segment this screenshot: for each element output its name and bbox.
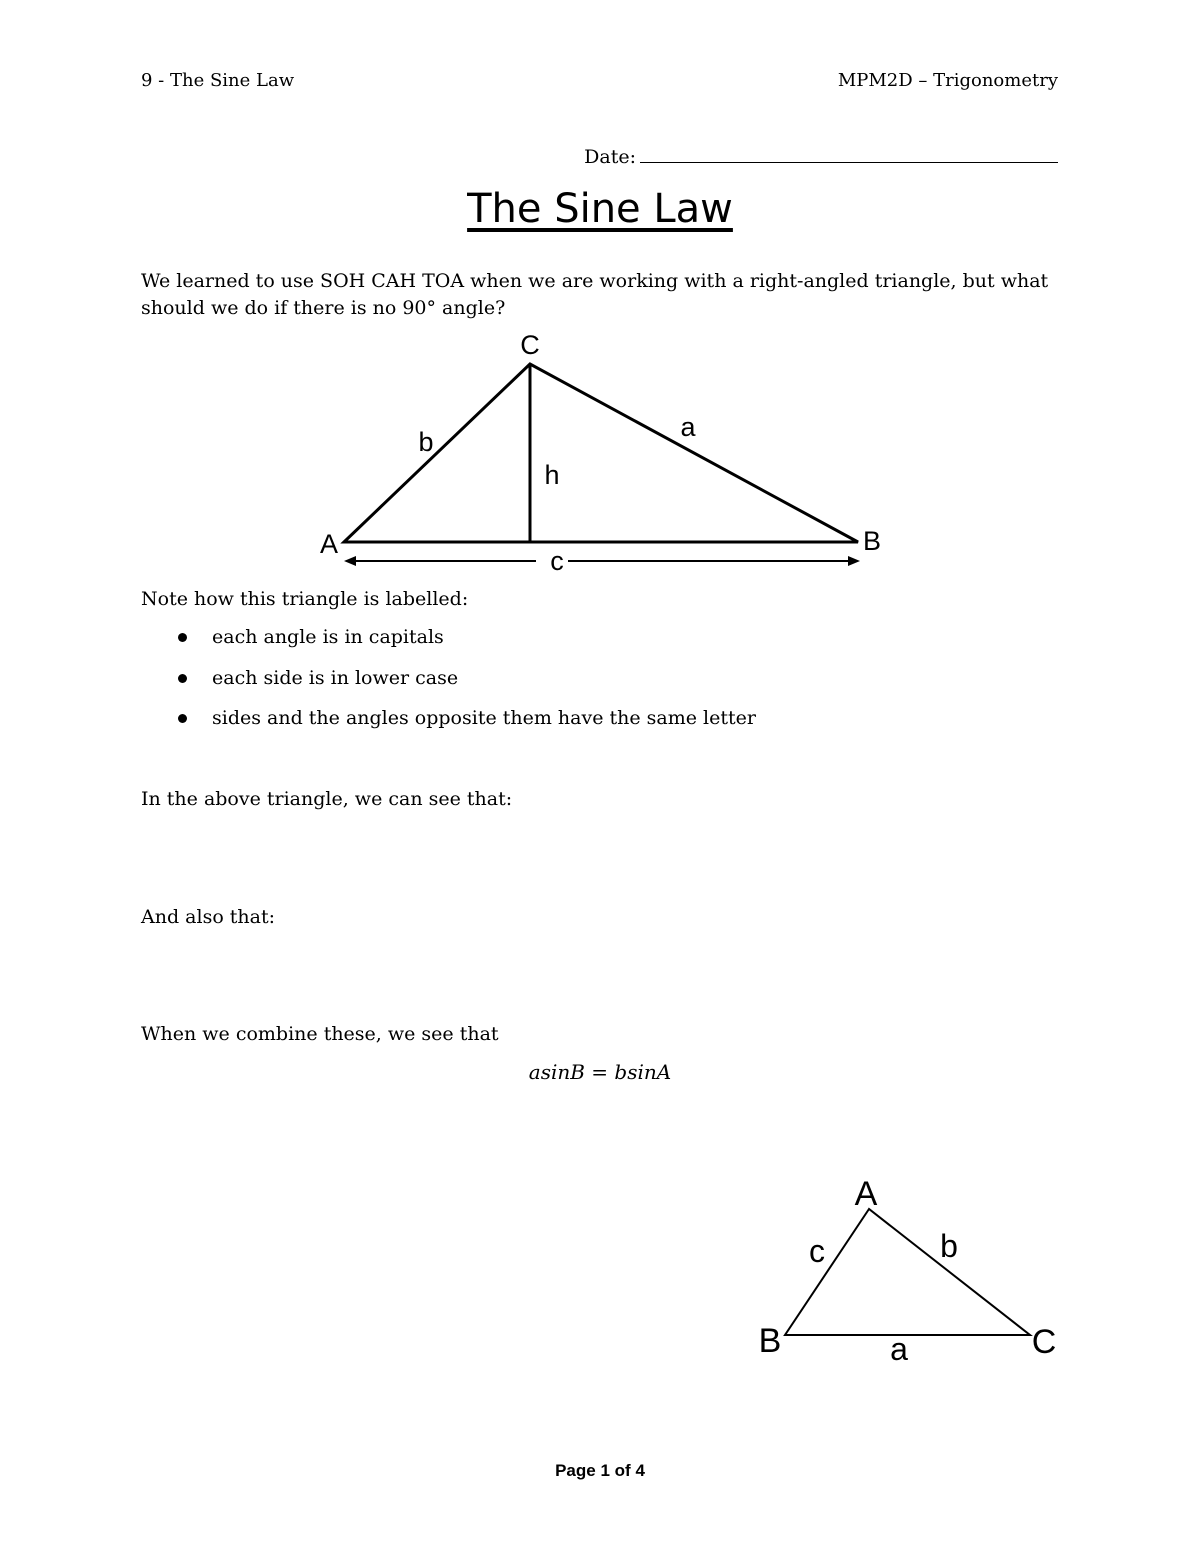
page-title: The Sine Law [467, 186, 733, 232]
vertex-c-label: C [520, 330, 540, 360]
vertex-a-label-2: A [854, 1175, 878, 1213]
header-left: 9 - The Sine Law [141, 70, 295, 91]
list-item: each side is in lower case [141, 665, 756, 706]
list-item: sides and the angles opposite them have the same letter [141, 705, 756, 746]
vertex-b-label: B [862, 526, 882, 556]
note-intro: Note how this triangle is labelled: [141, 588, 469, 610]
list-item: each angle is in capitals [141, 624, 756, 665]
triangle-2-outline [785, 1209, 1030, 1335]
side-c-label-2: c [809, 1233, 825, 1269]
side-c-label: c [550, 546, 564, 576]
also-text: And also that: [141, 906, 276, 928]
above-text: In the above triangle, we can see that: [141, 788, 513, 810]
side-b-label-2: b [940, 1228, 958, 1264]
page-footer: Page 1 of 4 [555, 1461, 645, 1480]
combine-text: When we combine these, we see that [141, 1023, 499, 1045]
intro-paragraph: We learned to use SOH CAH TOA when we are working with a right-angled triangle, but what should we do if there is no 90° angle? [141, 270, 1049, 319]
side-a-label: a [680, 412, 696, 442]
height-label: h [544, 460, 560, 490]
vertex-a-label: A [319, 529, 339, 559]
side-b-label: b [418, 427, 434, 457]
header-right: MPM2D – Trigonometry [837, 70, 1058, 91]
vertex-c-label-2: C [1031, 1323, 1057, 1361]
sine-law-formula: asinB = bsinA [528, 1060, 672, 1084]
side-a-label-2: a [890, 1331, 908, 1367]
date-label: Date: [584, 146, 636, 168]
vertex-b-label-2: B [758, 1322, 782, 1360]
